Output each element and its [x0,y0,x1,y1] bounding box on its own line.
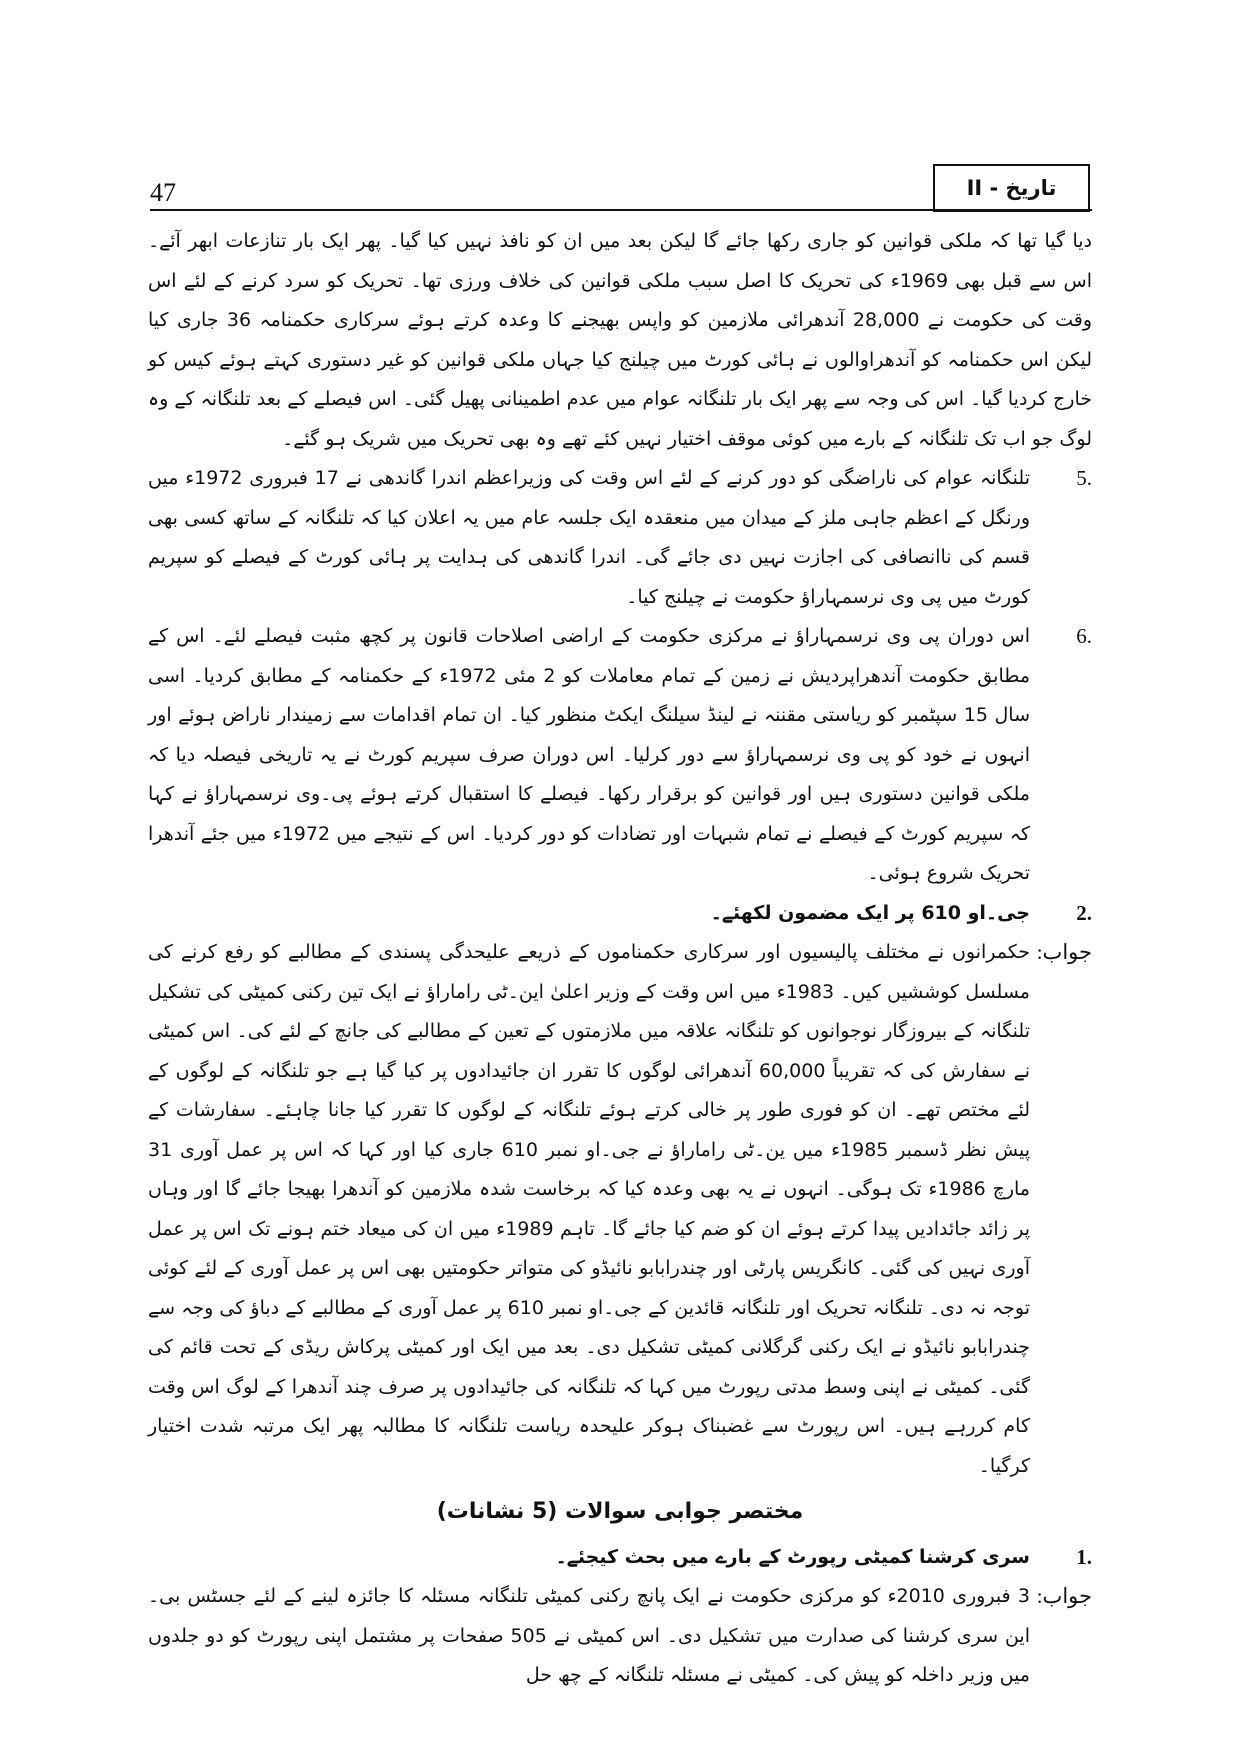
answer-text: حکمرانوں نے مختلف پالیسیوں اور سرکاری حکمناموں کے ذریعے علیحدگی پسندی کے مطالبے کو رفع کرنے کی مسلسل کوششیں کیں۔ 1983ء میں اس وقت کے وزیر اعلیٰ این۔ٹی راماراؤ نے ایک تین رکنی کمیٹی کی تشکیل تلنگانہ کے بیروزگار نوجوانوں کو تلنگانہ علاقہ میں ملازمتوں کے تعین کے مطالبے کی جانچ کے لئے کی۔ اس کمیٹی نے سفارش کی کہ تقریباً 60,000 آندھرائی لوگوں کا تقرر ان جائیدادوں پر کیا گیا ہے جو تلنگانہ کے لوگوں کے لئے مختص تھے۔ ان کو فوری طور پر خالی کرتے ہوئے تلنگانہ کے لوگوں کا تقرر کیا جانا چاہئے۔ سفارشات کے پیش نظر ڈسمبر 1985ء میں ین۔ٹی راماراؤ نے جی۔او نمبر 610 جاری کیا اور کہا کہ اس پر عمل آوری 31 مارچ 1986ء تک ہوگی۔ انہوں نے یہ بھی وعدہ کیا کہ برخاست شدہ ملازمین کو آندھرا بھیجا جائے گا اور وہاں پر زائد جائدادیں پیدا کرتے ہوئے ان کو ضم کیا جائے گا۔ تاہم 1989ء میں ان کی میعاد ختم ہونے تک اس پر عمل آوری نہیں کی گئی۔ کانگریس پارٹی اور چندرابابو نائیڈو کی متواتر حکومتیں بھی اس پر عمل آوری کے لئے کوئی توجہ نہ دی۔ تلنگانہ تحریک اور تلنگانہ قائدین کے جی۔او نمبر 610 پر عمل آوری کے مطالبے کے دباؤ کی وجہ سے چندرابابو نائیڈو نے ایک رکنی گرگلانی کمیٹی تشکیل دی۔ بعد میں ایک اور کمیٹی پرکاش ریڈی کے تحت قائم کی گئی۔ کمیٹی نے اپنی وسط مدتی رپورٹ میں کہا کہ تلنگانہ کی جائیدادوں پر صرف چند آندھرا کے لوگ اس وقت کام کررہے ہیں۔ اس رپورٹ سے غضبناک ہوکر علیحدہ ریاست تلنگانہ کا مطالبہ پھر ایک مرتبہ شدت اختیار کرگیا۔ [148,941,1030,1477]
subject-title-box: تاریخ - II [933,164,1090,212]
point-number: .6 [1076,624,1092,648]
numbered-point-6 [148,617,1092,894]
point-number: .5 [1076,466,1092,490]
answer-short-1 [148,1577,1092,1696]
question-text: جی۔او 610 پر ایک مضمون لکھئے۔ [710,901,1030,924]
question-number: .2 [1076,900,1092,925]
question-text: سری کرشنا کمیٹی رپورٹ کے بارے میں بحث کیجئے۔ [555,1545,1030,1568]
question-number: .1 [1076,1544,1092,1569]
answer-label: جواب: [1036,1584,1092,1608]
point-text: اس دوران پی وی نرسمہاراؤ نے مرکزی حکومت کے اراضی اصلاحات قانون پر کچھ مثبت فیصلے لئے۔ اس کے مطابق حکومت آندھراپردیش نے زمین کے تمام معاملات کو 2 مئی 1972ء کے حکمنامہ کے مطابق کردیا۔ اسی سال 15 سپٹمبر کو ریاستی مقننہ نے لینڈ سیلنگ ایکٹ منظور کیا۔ ان تمام اقدامات سے زمیندار ناراض ہوئے اور انہوں نے خود کو پی وی نرسمہاراؤ سے دور کرلیا۔ اس دوران صرف سپریم کورٹ نے یہ تاریخی فیصلہ دیا کہ ملکی قوانین دستوری ہیں اور قوانین کو برقرار رکھا۔ فیصلے کا استقبال کرتے ہوئے پی۔وی نرسمہاراؤ نے کہا کہ سپریم کورٹ کے فیصلے نے تمام شبہات اور تضادات کو دور کردیا۔ اس کے نتیجے میں 1972ء میں جئے آندھرا تحریک شروع ہوئی۔ [148,625,1030,884]
answer-label: جواب: [1036,940,1092,964]
question-2 [148,894,1092,934]
point-text: تلنگانہ عوام کی ناراضگی کو دور کرنے کے لئے اس وقت کی وزیراعظم اندرا گاندھی نے 17 فبروری 1972ء میں ورنگل کے اعظم جاہی ملز کے میدان میں منعقدہ ایک جلسہ عام میں یہ اعلان کیا کہ تلنگانہ کے ساتھ کسی بھی قسم کی ناانصافی کی اجازت نہیں دی جائے گی۔ اندرا گاندھی کی ہدایت پر ہائی کورٹ کے فیصلے کو سپریم کورٹ میں پی وی نرسمہاراؤ حکومت نے چیلنج کیا۔ [148,467,1030,608]
header-divider [150,209,1092,211]
intro-paragraph: دیا گیا تھا کہ ملکی قوانین کو جاری رکھا جائے گا لیکن بعد میں ان کو نافذ نہیں کیا گیا۔ پھر ایک بار تنازعات ابھر آئے۔ اس سے قبل بھی 1969ء کی تحریک کا اصل سبب ملکی قوانین کی خلاف ورزی تھا۔ تحریک کو سرد کرنے کے لئے اس وقت کی حکومت نے 28,000 آندھرائی ملازمین کو واپس بھیجنے کا وعدہ کرتے ہوئے سرکاری حکمنامہ 36 جاری کیا لیکن اس حکمنامہ کو آندھراوالوں نے ہائی کورٹ میں چیلنج کیا جہاں ملکی قوانین کو غیر دستوری کہتے ہوئے کیس کو خارج کردیا گیا۔ اس کی وجہ سے پھر ایک بار تلنگانہ عوام میں عدم اطمینانی پھیل گئی۔ اس فیصلے کے بعد تلنگانہ کے وہ لوگ جو اب تک تلنگانہ کے بارے میں کوئی موقف اختیار نہیں کئے تھے وہ بھی تحریک میں شریک ہو گئے۔ [148,230,1092,450]
answer-text: 3 فبروری 2010ء کو مرکزی حکومت نے ایک پانچ رکنی کمیٹی تلنگانہ مسئلہ کا جائزہ لینے کے لئے جسٹس بی۔ این سری کرشنا کی صدارت میں تشکیل دی۔ اس کمیٹی نے 505 صفحات پر مشتمل اپنی رپورٹ کو دو جلدوں میں وزیر داخلہ کو پیش کی۔ کمیٹی نے مسئلہ تلنگانہ کے چھ حل [148,1585,1030,1686]
section-heading: مختصر جوابی سوالات (5 نشانات) [436,1499,804,1524]
page-number: 47 [150,178,176,207]
question-short-1 [148,1538,1092,1578]
page-body [148,222,1092,1696]
answer-2 [148,933,1092,1486]
numbered-point-5 [148,459,1092,617]
